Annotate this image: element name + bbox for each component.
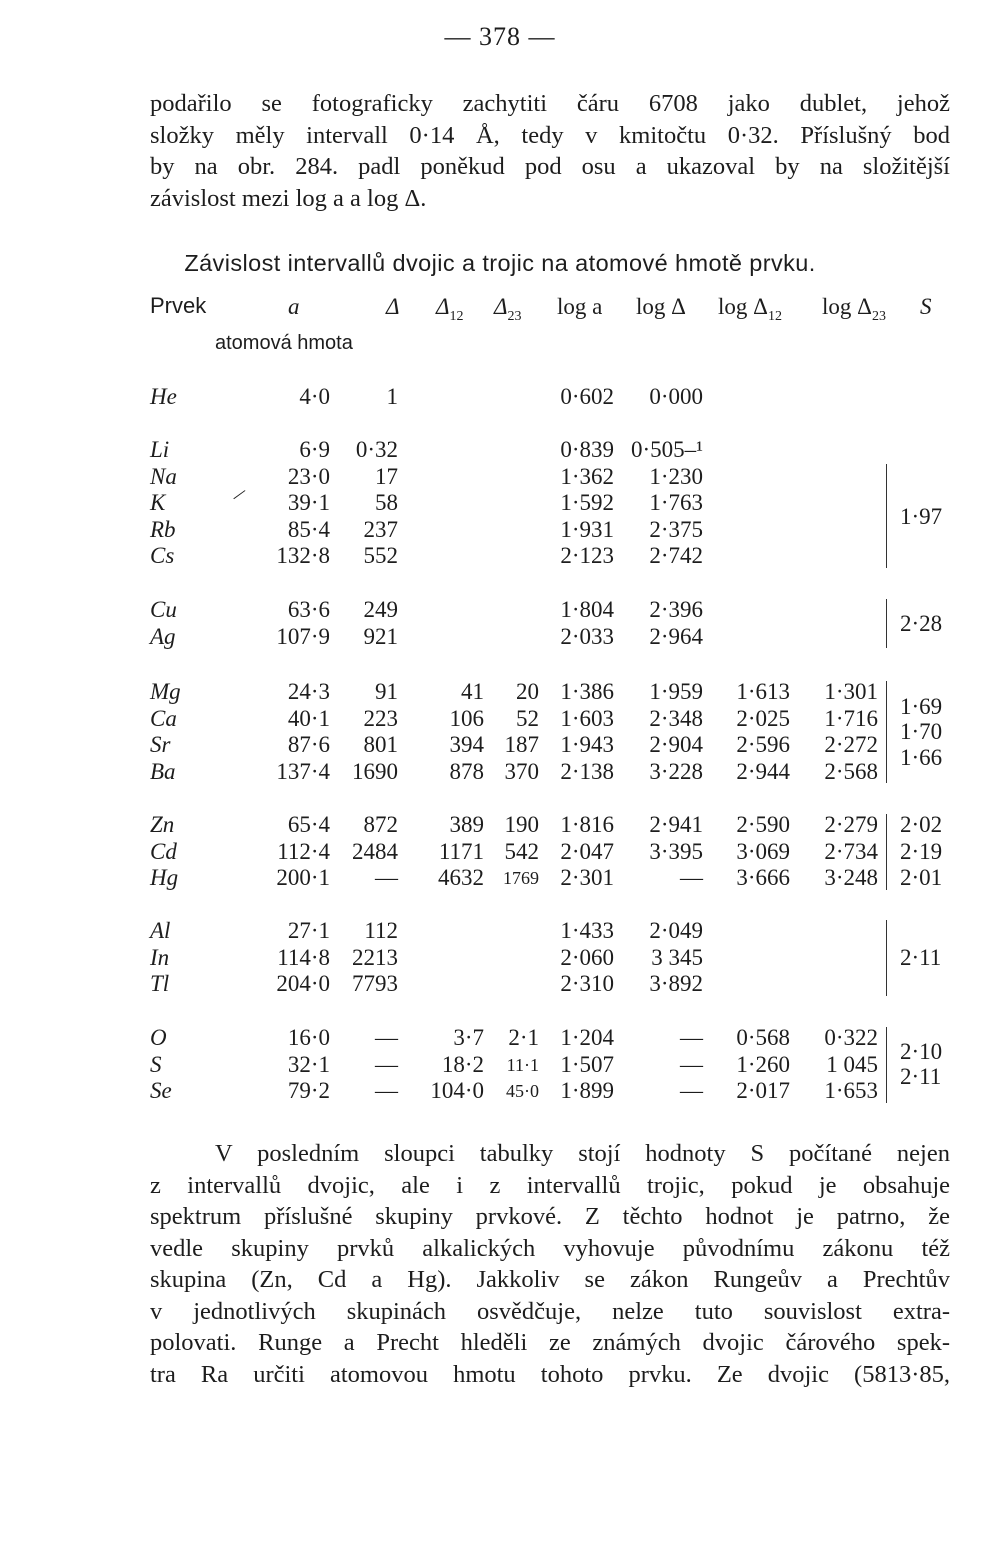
cell-ld12: 3·069: [736, 838, 790, 864]
element-symbol: Ca: [150, 705, 177, 731]
cell-d: —: [375, 1051, 398, 1077]
text-line: polovati. Runge a Precht hleděli ze známých dvojic čárového spek-: [150, 1329, 950, 1356]
cell-d: 921: [363, 623, 398, 649]
cell-la: 1·603: [560, 705, 614, 731]
cell-ld: 2·049: [649, 918, 703, 943]
cell-la: 1·804: [560, 597, 614, 622]
cell-s: 1·97: [900, 503, 943, 529]
cell-ld: 2·904: [649, 732, 703, 757]
pencil-mark: /: [230, 484, 248, 506]
cell-d: —: [375, 1078, 398, 1103]
cell-la: 2·033: [560, 623, 614, 649]
cell-d12: 1171: [438, 838, 484, 864]
header-log-delta23-sub: 23: [871, 309, 886, 324]
cell-s: 2·28: [900, 610, 943, 636]
cell-d23: 52: [516, 705, 539, 731]
cell-ld12: 3·666: [736, 865, 790, 890]
element-symbol: Cu: [150, 597, 177, 622]
cell-d: 2484: [352, 838, 398, 864]
cell-a: 107·9: [276, 623, 330, 649]
cell-a: 32·1: [287, 1051, 330, 1077]
cell-d23: 370: [504, 758, 539, 784]
cell-d12: 104·0: [430, 1078, 484, 1103]
cell-d23: 45·0: [506, 1081, 539, 1101]
cell-s: 2·10: [900, 1039, 943, 1065]
element-symbol: Hg: [150, 865, 179, 890]
cell-d12: 3·7: [453, 1025, 484, 1050]
cell-a: 137·4: [276, 758, 330, 784]
cell-ld: 3·228: [649, 758, 703, 784]
table-title: Závislost intervallů dvojic a trojic na atomové hmotě prvku.: [184, 250, 816, 276]
cell-a: 27·1: [287, 918, 330, 943]
cell-ld12: 2·944: [736, 758, 790, 784]
cell-ld: 3 345: [651, 944, 703, 970]
cell-a: 39·1: [287, 490, 330, 515]
cell-a: 87·6: [287, 732, 330, 757]
cell-s: 2·02: [900, 812, 943, 837]
cell-la: 2·301: [560, 865, 614, 890]
group-brace: [886, 599, 887, 648]
cell-ld23: 1·716: [824, 705, 878, 731]
cell-la: 0·602: [560, 384, 614, 409]
element-symbol: Tl: [150, 971, 170, 996]
cell-ld: 2·941: [649, 812, 703, 837]
cell-d: 249: [363, 597, 398, 622]
cell-d: 552: [363, 543, 398, 568]
header-delta23: [494, 294, 522, 325]
header-log-delta23-text: log Δ: [822, 294, 872, 319]
cell-a: 4·0: [299, 384, 330, 409]
cell-ld12: 2·025: [736, 705, 790, 731]
cell-ld23: 1 045: [826, 1051, 878, 1077]
cell-s: 2·11: [900, 944, 942, 970]
outro-paragraph: [150, 1138, 950, 1390]
cell-la: 1·362: [560, 463, 614, 489]
element-symbol: Se: [150, 1078, 172, 1103]
cell-la: 1·816: [560, 812, 614, 837]
text-line: V posledním sloupci tabulky stojí hodnoty S počítané nejen: [215, 1140, 950, 1167]
header-delta12-sub: 12: [449, 309, 464, 324]
header-log-delta12-sub: 12: [767, 309, 782, 324]
cell-s: 1·66: [900, 744, 943, 770]
element-symbol: O: [150, 1025, 167, 1050]
header-delta23-symbol: Δ: [494, 294, 508, 319]
text-line: v jednotlivých skupinách osvědčuje, nelze tuto souvislost extra-: [150, 1297, 950, 1325]
cell-la: 1·433: [560, 918, 614, 943]
cell-d: —: [375, 1025, 398, 1050]
cell-ld: 0·000: [649, 384, 703, 409]
cell-ld: —: [680, 1025, 703, 1050]
text-line: tra Ra určiti atomovou hmotu tohoto prvku. Ze dvojic (5813·85,: [150, 1360, 950, 1388]
text-line: závislost mezi log a a log Δ.: [150, 184, 427, 212]
header-delta12: [436, 294, 464, 325]
cell-a: 24·3: [287, 679, 330, 704]
cell-s: 2·19: [900, 838, 943, 864]
cell-d: 237: [363, 516, 398, 542]
cell-la: 2·123: [560, 543, 614, 568]
cell-s: 1·70: [900, 719, 943, 744]
cell-d12: 106: [449, 705, 484, 731]
cell-la: 2·138: [560, 758, 614, 784]
cell-ld: 2·396: [649, 597, 703, 622]
cell-ld12: 0·568: [736, 1025, 790, 1050]
cell-d23: 2·1: [508, 1025, 539, 1050]
cell-s: 1·69: [900, 693, 943, 719]
cell-d: 17: [375, 463, 398, 489]
cell-d: 801: [363, 732, 398, 757]
cell-ld12: 2·596: [736, 732, 790, 757]
header-log-delta12: [718, 294, 782, 325]
cell-a: 112·4: [277, 838, 330, 864]
cell-d12: 4632: [438, 865, 484, 890]
cell-d: 0·32: [355, 437, 398, 462]
cell-ld: 3·892: [649, 971, 703, 996]
cell-d23: 190: [504, 812, 539, 837]
cell-d23: 187: [504, 732, 539, 757]
header-log-delta23: [822, 294, 886, 325]
cell-d: 223: [363, 705, 398, 731]
cell-d: —: [375, 865, 398, 890]
element-symbol: Rb: [150, 516, 176, 542]
header-delta23-sub: 23: [507, 309, 522, 324]
element-symbol: Zn: [150, 812, 175, 837]
element-symbol: Li: [150, 437, 170, 462]
cell-ld: 1·230: [649, 463, 703, 489]
element-symbol: Cs: [150, 543, 175, 568]
header-prvek: Prvek: [150, 293, 207, 318]
header-log-delta12-text: log Δ: [718, 294, 768, 319]
cell-ld23: 2·734: [824, 838, 878, 864]
cell-d: 91: [375, 679, 398, 704]
page-number: — 378 —: [444, 22, 556, 51]
cell-ld12: 1·613: [736, 679, 790, 704]
cell-d: 112: [364, 918, 398, 943]
cell-la: 2·060: [560, 944, 614, 970]
cell-a: 200·1: [276, 865, 330, 890]
cell-ld: 0·505–¹: [630, 437, 703, 462]
cell-a: 6·9: [299, 437, 330, 462]
cell-d12: 18·2: [441, 1051, 484, 1077]
text-line: z intervallů dvojic, ale i z intervallů trojic, pokud je obsahuje: [150, 1171, 950, 1199]
cell-d23: 1769: [503, 868, 539, 888]
element-symbol: Sr: [150, 732, 171, 757]
cell-d: 58: [375, 490, 398, 515]
cell-a: 65·4: [287, 812, 330, 837]
cell-d12: 389: [449, 812, 484, 837]
cell-la: 1·386: [560, 679, 614, 704]
element-symbol: K: [150, 490, 166, 515]
header-delta: Δ: [386, 294, 400, 319]
text-line: skupina (Zn, Cd a Hg). Jakkoliv se zákon Rungeův a Prechtův: [150, 1266, 950, 1293]
cell-d: 2213: [352, 944, 398, 970]
group-brace: [886, 814, 887, 890]
element-symbol: S: [150, 1051, 162, 1077]
cell-s: 2·01: [900, 865, 943, 890]
cell-d: 1690: [352, 758, 398, 784]
header-log-a: log a: [557, 294, 603, 319]
cell-ld12: 2·590: [736, 812, 790, 837]
cell-la: 1·507: [560, 1051, 614, 1077]
element-symbol: Al: [150, 918, 171, 943]
header-delta12-symbol: Δ: [436, 294, 450, 319]
cell-a: 40·1: [287, 705, 330, 731]
cell-ld: 3·395: [649, 838, 703, 864]
cell-d23: 542: [504, 838, 539, 864]
cell-ld23: 1·301: [824, 679, 878, 704]
cell-d: 7793: [352, 971, 398, 996]
cell-la: 1·204: [560, 1025, 614, 1050]
cell-ld: —: [680, 1051, 703, 1077]
cell-ld23: 1·653: [824, 1078, 878, 1103]
cell-la: 1·592: [560, 490, 614, 515]
cell-la: 1·931: [560, 516, 614, 542]
element-symbol: Ag: [150, 623, 176, 649]
element-symbol: Ba: [150, 758, 176, 784]
cell-a: 23·0: [287, 463, 330, 489]
cell-d12: 394: [449, 732, 484, 757]
group-brace: [886, 464, 887, 568]
text-line: vedle skupiny prvků alkalických vyhovuje původnímu zákonu též: [150, 1234, 950, 1262]
cell-ld23: 0·322: [824, 1025, 878, 1050]
text-line: by na obr. 284. padl poněkud pod osu a ukazoval by na složitější: [150, 153, 950, 180]
cell-s: 2·11: [900, 1064, 942, 1090]
cell-d12: 41: [461, 679, 484, 704]
cell-ld: 2·375: [649, 516, 703, 542]
cell-a: 114·8: [277, 944, 330, 970]
header-atomova-hmota: atomová hmota: [215, 332, 353, 354]
text-line: podařilo se fotograficky zachytiti čáru 6708 jako dublet, jehož: [150, 90, 950, 117]
cell-a: 204·0: [276, 971, 330, 996]
cell-ld: —: [680, 1078, 703, 1103]
group-brace: [886, 920, 887, 996]
element-symbol: Mg: [150, 679, 181, 704]
cell-d23: 11·1: [506, 1054, 539, 1075]
header-log-delta: log Δ: [636, 294, 686, 319]
cell-ld12: 1·260: [736, 1051, 790, 1077]
cell-ld12: 2·017: [736, 1078, 790, 1103]
cell-la: 0·839: [560, 437, 614, 462]
group-brace: [886, 681, 887, 783]
cell-a: 85·4: [287, 516, 330, 542]
cell-ld: 1·959: [649, 679, 703, 704]
element-symbol: Na: [150, 463, 177, 489]
cell-ld23: 3·248: [824, 865, 878, 890]
cell-d12: 878: [449, 758, 484, 784]
cell-la: 2·047: [560, 838, 614, 864]
cell-ld: 2·964: [649, 623, 703, 649]
header-a: a: [288, 294, 300, 319]
header-s: S: [920, 294, 932, 319]
text-line: spektrum příslušné skupiny prvkové. Z těchto hodnot je patrno, že: [150, 1203, 950, 1230]
cell-a: 132·8: [276, 543, 330, 568]
cell-d: 872: [363, 812, 398, 837]
cell-ld: 2·348: [649, 705, 703, 731]
cell-la: 1·899: [560, 1078, 614, 1103]
element-symbol: He: [150, 384, 177, 409]
element-symbol: In: [150, 944, 170, 970]
element-symbol: Cd: [150, 838, 177, 864]
cell-ld23: 2·568: [824, 758, 878, 784]
cell-a: 16·0: [287, 1025, 330, 1050]
intro-paragraph: [150, 88, 950, 214]
cell-ld: 1·763: [649, 490, 703, 515]
cell-a: 63·6: [287, 597, 330, 622]
cell-d: 1: [386, 384, 398, 409]
text-line: složky měly intervall 0·14 Å, tedy v kmitočtu 0·32. Příslušný bod: [150, 121, 950, 149]
group-brace: [886, 1027, 887, 1103]
cell-ld: 2·742: [649, 543, 703, 568]
cell-la: 2·310: [560, 971, 614, 996]
cell-ld: —: [680, 865, 703, 890]
cell-la: 1·943: [560, 732, 614, 757]
cell-d23: 20: [516, 679, 539, 704]
cell-ld23: 2·272: [824, 732, 878, 757]
cell-ld23: 2·279: [824, 812, 878, 837]
cell-a: 79·2: [287, 1078, 330, 1103]
